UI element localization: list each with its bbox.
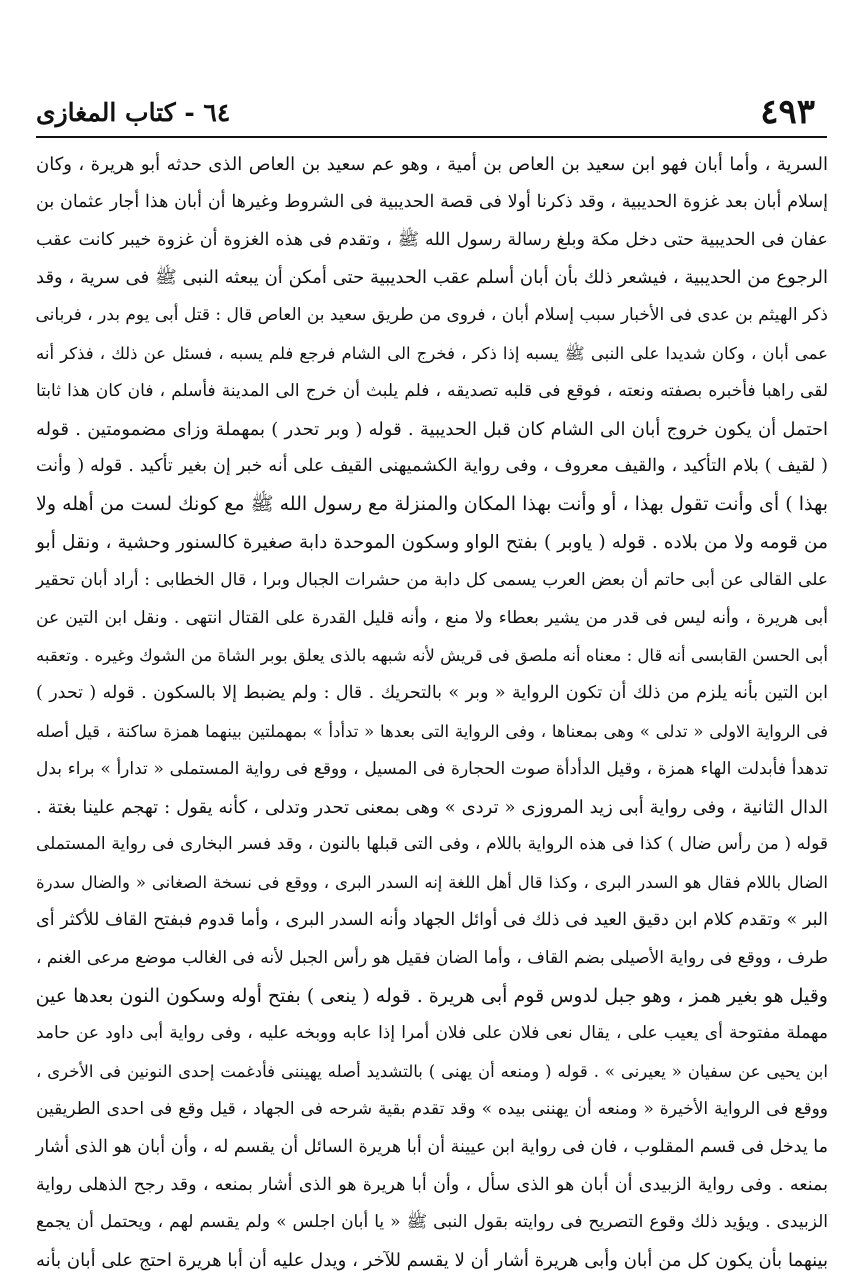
text-line: ذكر الهيثم بن عدى فى الأخبار سبب إسلام أبان ، فروى من طريق سعيد بن العاص قال : قتل أبى يوم بدر ، فربانى <box>35 305 828 326</box>
text-line: ما يدخل فى قسم المقلوب ، فان فى رواية ابن عيينة أن أبا هريرة السائل أن يقسم له ، وأن أبان هو الذى أشار <box>35 1136 828 1157</box>
page-header <box>36 92 827 132</box>
text-line: الزبيدى . ويؤيد ذلك وقوع التصريح فى روايته بقول النبى ﷺ « يا أبان اجلس » ولم يقسم لهم ، ويحتمل أن يجمع <box>36 1212 828 1233</box>
text-line: البر » وتقدم كلام ابن دقيق العيد فى ذلك فى أوائل الجهاد وأنه السدر البرى ، وأما قدوم فبفتح القاف للأكثر أى <box>36 909 828 930</box>
text-line: الضال باللام فقال هو السدر البرى ، وكذا قال أهل اللغة إنه السدر البرى ، ووقع فى نسخة الصغانى « والضال سدرة <box>36 873 828 893</box>
text-line: إسلام أبان بعد غزوة الحديبية ، وقد ذكرنا أولا فى قصة الحديبية فى الشروط وغيرها أن أبان هذا أجار عثمان بن <box>36 191 828 212</box>
text-line: عفان فى الحديبية حتى دخل مكة وبلغ رسالة رسول الله ﷺ ، وتقدم فى هذه الغزوة أن غزوة خيبر كانت عقب <box>36 229 828 250</box>
text-line: الرجوع من الحديبية ، فيشعر ذلك بأن أبان أسلم عقب الحديبية حتى أمكن أن يبعثه النبى ﷺ فى سرية ، وقد <box>36 267 829 289</box>
text-line: على القالى عن أبى حاتم أن بعض العرب يسمى كل دابة من حشرات الجبال وبرا ، قال الخطابى : أراد أبان تحقير <box>36 569 828 590</box>
text-line: أبى هريرة ، وأنه ليس فى قدر من يشير بعطاء ولا منع ، وأنه قليل القدرة على القتال انتهى . ونقل ابن التين عن <box>36 607 828 628</box>
text-line: ابن التين بأنه يلزم من ذلك أن تكون الرواية « وبر » بالتحريك . قال : ولم يضبط إلا بالسكون . قوله ( تحدر ) <box>36 683 828 704</box>
text-line: السرية ، وأما أبان فهو ابن سعيد بن العاص بن أمية ، وهو عم سعيد بن العاص الذى حدثه أبو هريرة ، وكان <box>36 154 828 175</box>
text-line: ابن يحيى عن سفيان « يعيرنى » . قوله ( ومنعه أن يهنى ) بالتشديد أصله يهيننى فأدغمت إحدى النونين فى الأخرى ، <box>36 1062 828 1082</box>
page-body-text <box>36 146 828 1280</box>
page-number: ٤٩٣ <box>760 92 815 132</box>
text-line: طرف ، ووقع فى رواية الأصيلى بضم القاف ، وأما الضان فقيل هو رأس الجبل لأنه فى الغالب موضع مرعى الغنم ، <box>36 947 828 968</box>
text-line: وقيل هو بغير همز ، وهو جبل لدوس قوم أبى هريرة . قوله ( ينعى ) بفتح أوله وسكون النون بعدها عين <box>35 984 828 1007</box>
text-line: ووقع فى الرواية الأخيرة « ومنعه أن يهننى بيده » وقد تقدم بقية شرحه فى الجهاد ، قيل وقع فى احدى الطريقين <box>36 1098 828 1119</box>
text-line: لقى راهبا فأخبره بصفته ونعته ، فوقع فى قلبه تصديقه ، فلم يلبث أن خرج الى المدينة فأسلم ، فان كان هذا ثابتا <box>36 380 828 401</box>
text-line: احتمل أن يكون خروج أبان الى الشام كان قبل الحديبية . قوله ( وبر تحدر ) بمهملة وزاى مضمومتين . قوله <box>36 418 828 440</box>
running-title: ٦٤ - كتاب المغازى <box>36 98 231 127</box>
text-line: فى الرواية الاولى « تدلى » وهى بمعناها ، وفى الرواية التى بعدها « تدأدأ » بمهملتين بينهما همزة ساكنة ، قيل أصله <box>36 721 828 741</box>
header-divider <box>36 136 827 138</box>
text-line: مهملة مفتوحة أى يعيب على ، يقال نعى فلان على فلان أمرا إذا عابه ووبخه عليه ، وفى رواية أبى داود عن حامد <box>36 1023 828 1044</box>
text-line: من قومه ولا من بلاده . قوله ( ياوبر ) بفتح الواو وسكون الموحدة دابة صغيرة كالسنور وحشية ، ونقل أبو <box>36 531 828 553</box>
text-line: بمنعه . وفى رواية الزبيدى أن أبان هو الذى سأل ، وأن أبا هريرة هو الذى أشار بمنعه ، وقد رجح الذهلى رواية <box>36 1174 828 1195</box>
text-line: تدهدأ فأبدلت الهاء همزة ، وقيل الدأدأة صوت الحجارة فى المسيل ، ووقع فى رواية المستملى « تدارأ » براء بدل <box>36 758 828 779</box>
text-line: بهذا ) أى وأنت تقول بهذا ، أو وأنت بهذا المكان والمنزلة مع رسول الله ﷺ مع كونك لست من أهله ولا <box>36 493 828 516</box>
text-line: قوله ( من رأس ضال ) كذا فى هذه الرواية باللام ، وفى التى قبلها بالنون ، وقد فسر البخارى فى رواية المستملى <box>36 834 828 855</box>
text-line: بينهما بأن يكون كل من أبان وأبى هريرة أشار أن لا يقسم للآخر ، ويدل عليه أن أبا هريرة احتج على أبان بأنه <box>36 1250 828 1272</box>
text-line: ( لقيف ) بلام التأكيد ، والقيف معروف ، وفى رواية الكشميهنى القيف على أنه خبر إن بغير تأكيد . قوله ( وأنت <box>36 456 828 477</box>
text-line: الدال الثانية ، وفى رواية أبى زيد المروزى « تردى » وهى بمعنى تحدر وتدلى ، كأنه يقول : تهجم علينا بغتة . <box>36 796 828 818</box>
text-line: عمى أبان ، وكان شديدا على النبى ﷺ يسبه إذا ذكر ، فخرج الى الشام فرجع فلم يسبه ، فسئل عن ذلك ، فذكر أنه <box>36 343 828 363</box>
text-line: أبى الحسن القابسى أنه قال : معناه أنه ملصق فى قريش لأنه شبهه بالذى يعلق بوبر الشاة من الشوك وغيره . وتعقبه <box>36 646 828 666</box>
